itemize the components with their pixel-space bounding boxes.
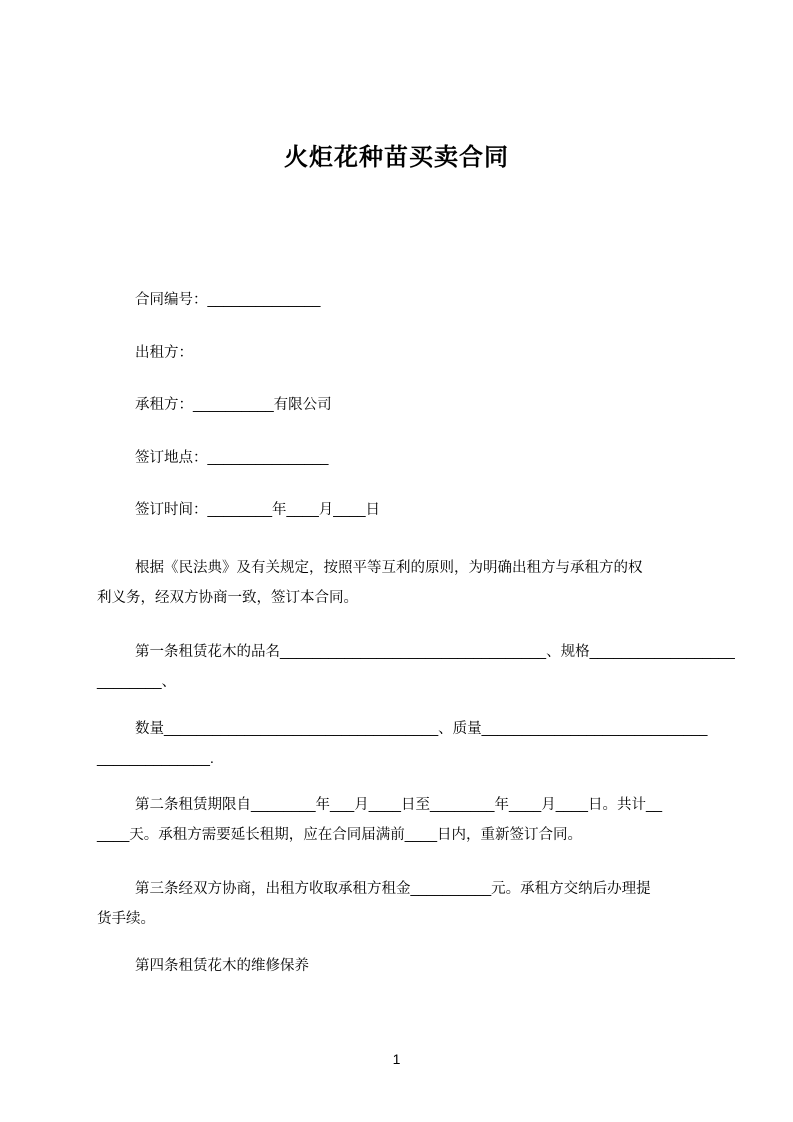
quantity-quality-line-2: ______________. [97,751,214,767]
signing-place-line: 签订地点：_______________ [135,450,329,466]
clause-2-lease-term-line-2: ____天。承租方需要延长租期，应在合同届满前____日内，重新签订合同。 [97,827,583,843]
quantity-quality-line-1: 数量__________________________________、质量____________________________ [135,721,708,737]
clause-4-maintenance-line: 第四条租赁花木的维修保养 [135,958,309,974]
contract-number-line: 合同编号：______________ [135,292,321,308]
lessor-line: 出租方： [135,345,193,361]
clause-1-name-spec-line-2: ________、 [97,674,177,690]
preamble-paragraph-line-2: 利义务，经双方协商一致，签订本合同。 [97,590,358,606]
clause-2-lease-term-line-1: 第二条租赁期限自________年___月____日至________年____月____日。共计__ [135,797,663,813]
clause-1-name-spec-line-1: 第一条租赁花木的品名_________________________________、规格__________________ [135,644,735,660]
page-number: 1 [392,1051,401,1067]
preamble-paragraph-line-1: 根据《民法典》及有关规定，按照平等互利的原则，为明确出租方与承租方的权 [135,560,643,576]
signing-time-line: 签订时间：________年____月____日 [135,502,381,518]
clause-3-rent-line-1: 第三条经双方协商，出租方收取承租方租金__________元。承租方交纳后办理提 [135,881,651,897]
clause-3-rent-line-2: 货手续。 [97,911,155,927]
document-title: 火炬花种苗买卖合同 [284,144,509,171]
lessee-line: 承租方：__________有限公司 [135,397,332,413]
